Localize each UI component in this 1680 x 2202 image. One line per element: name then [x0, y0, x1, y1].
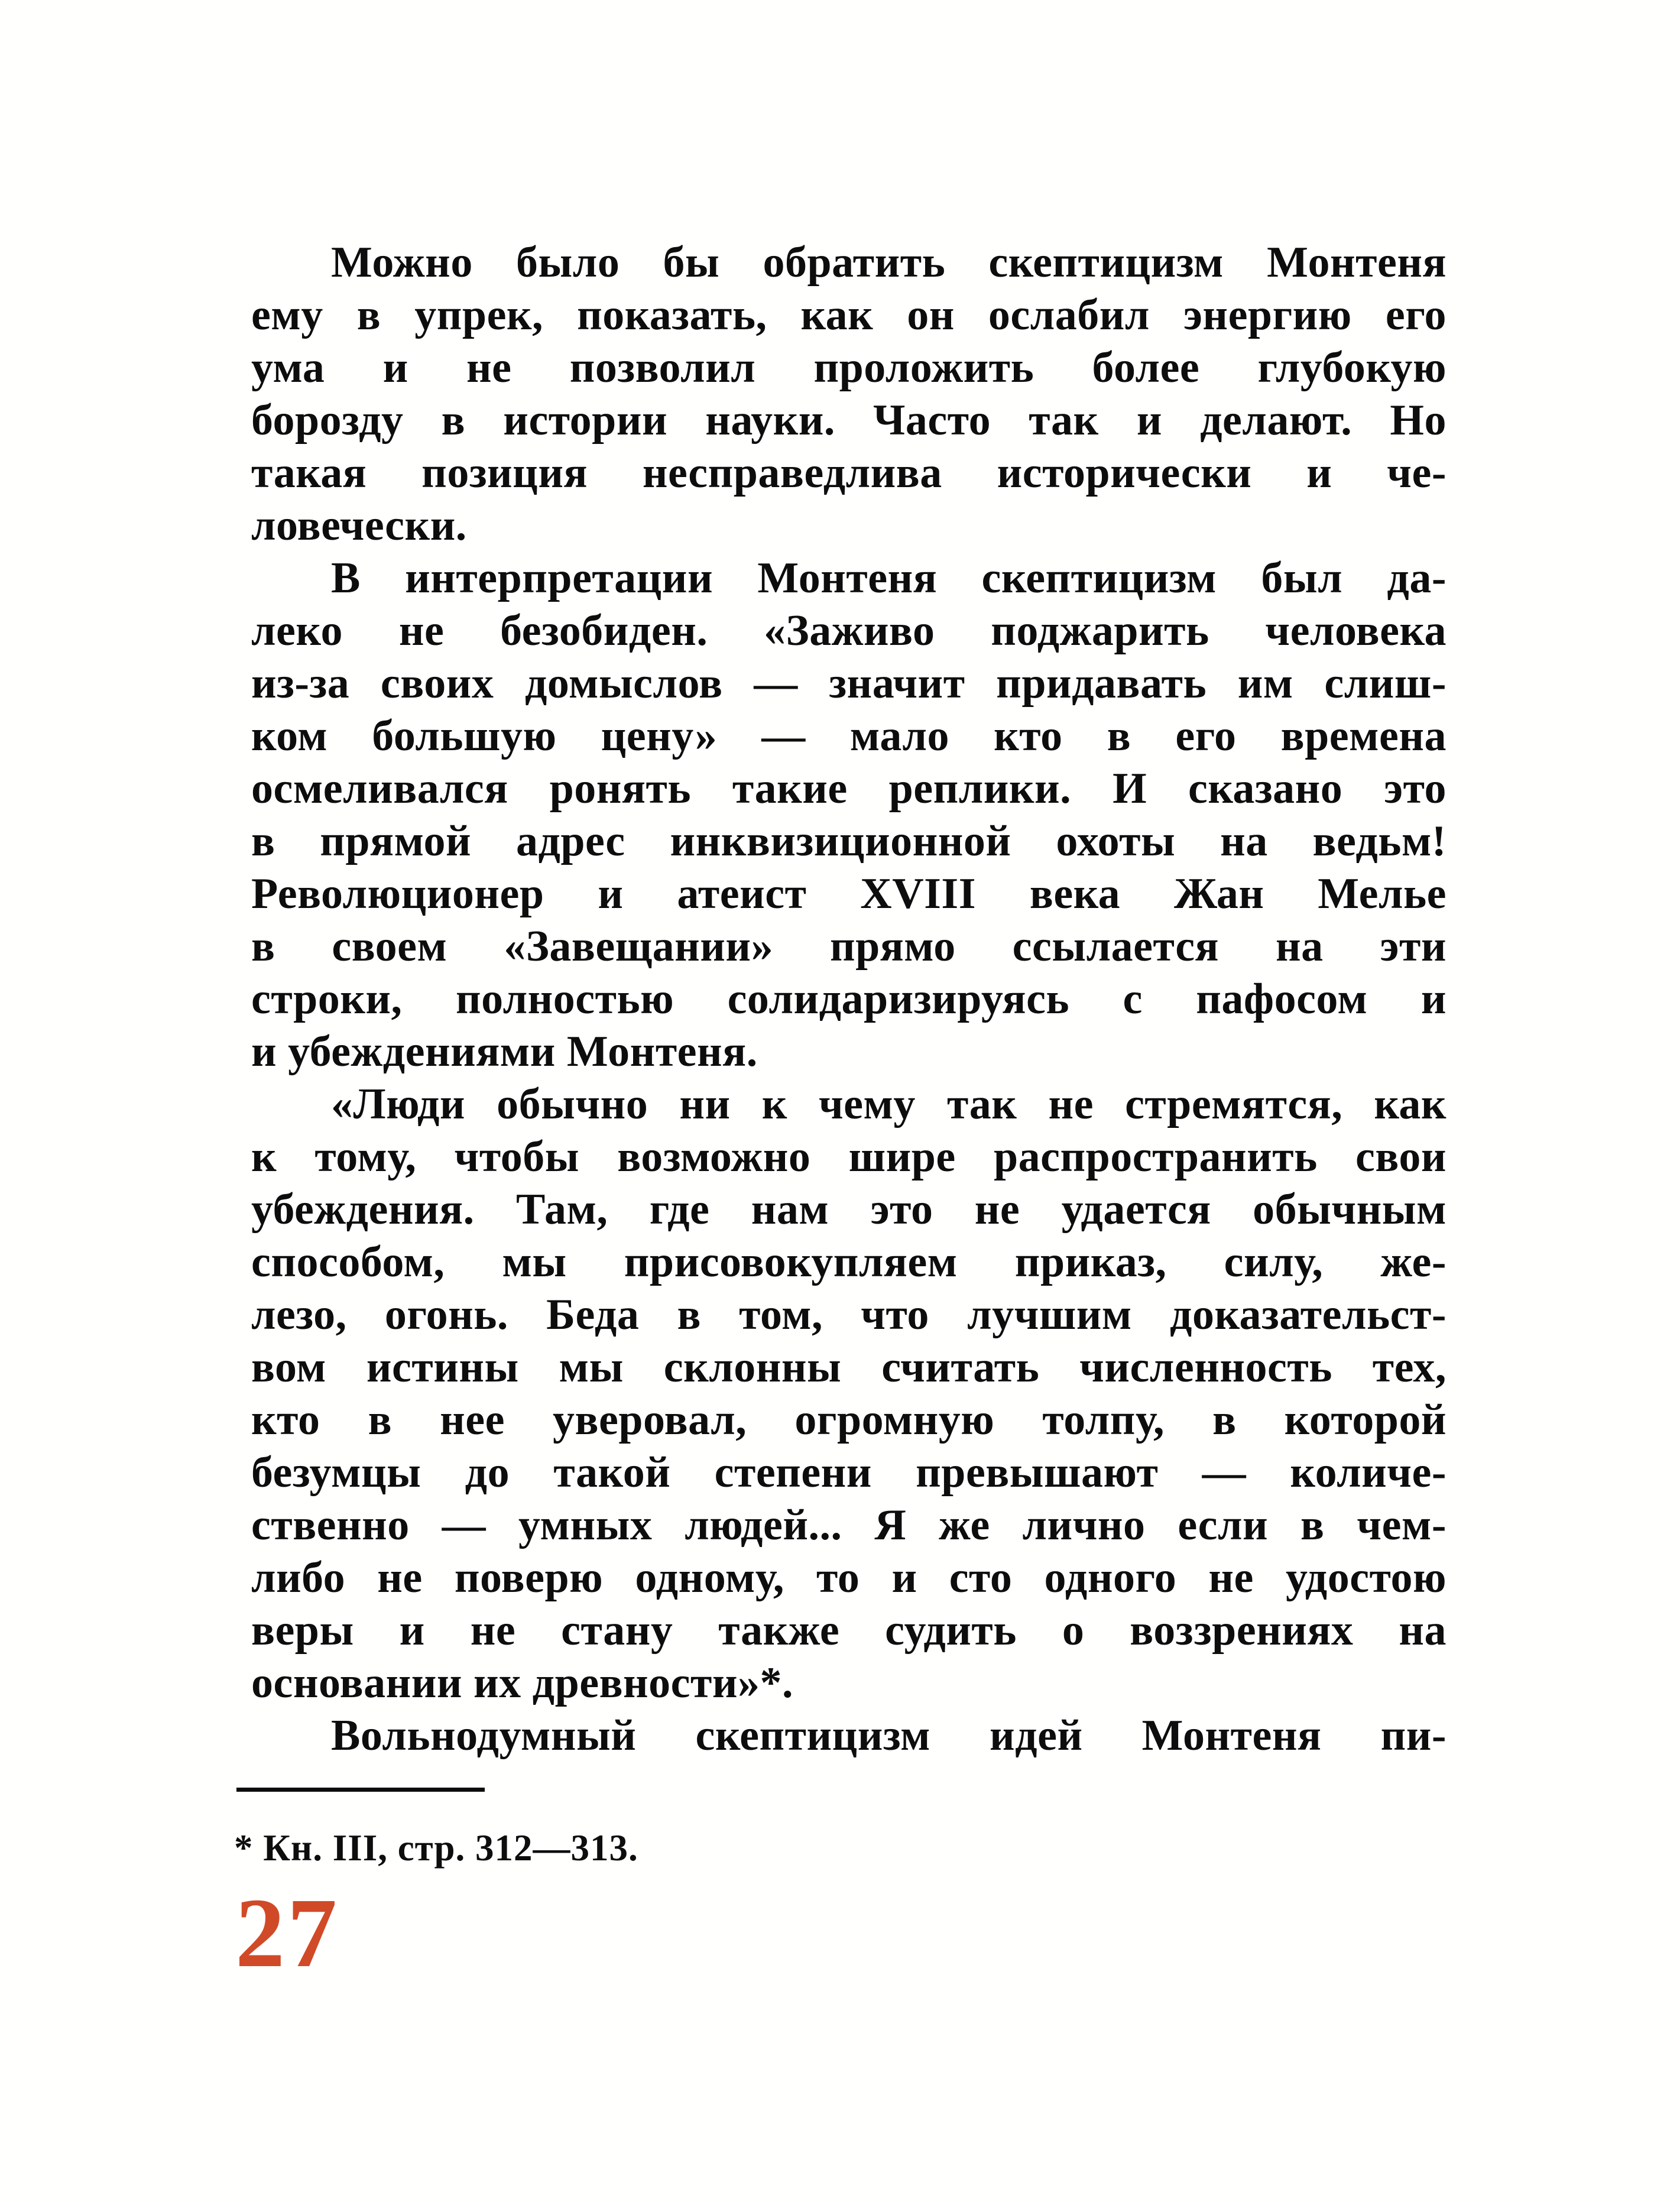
text-line: Вольнодумный скептицизм идей Монтеня пи- — [331, 1711, 1447, 1760]
text-line: в прямой адрес инквизиционной охоты на ведьм! — [251, 817, 1447, 865]
text-line: ственно — умных людей... Я же лично если в чем- — [251, 1501, 1447, 1549]
footnote: * Кн. III, стр. 312—313. — [234, 1827, 638, 1869]
text-line: такая позиция несправедлива исторически и че- — [251, 449, 1447, 497]
text-line: безумцы до такой степени превышают — количе- — [251, 1448, 1447, 1497]
paragraph — [251, 236, 1447, 552]
text-line: и убеждениями Монтеня. — [251, 1027, 758, 1076]
text-line: вом истины мы склонны считать численность тех, — [251, 1343, 1447, 1392]
text-line: в своем «Завещании» прямо ссылается на эти — [251, 922, 1447, 971]
text-line: ума и не позволил проложить более глубокую — [251, 343, 1447, 392]
text-line: ком большую цену» — мало кто в его времена — [251, 712, 1447, 760]
text-line: из-за своих домыслов — значит придавать им слиш- — [251, 659, 1447, 708]
text-line: леко не безобиден. «Заживо поджарить человека — [251, 607, 1447, 655]
text-line: кто в нее уверовал, огромную толпу, в которой — [251, 1396, 1447, 1444]
paragraph — [251, 1710, 1447, 1762]
page-number: 27 — [235, 1878, 339, 1988]
text-line: убеждения. Там, где нам это не удается обычным — [251, 1185, 1447, 1234]
text-line: либо не поверю одному, то и сто одного не удостою — [251, 1554, 1447, 1602]
text-line: Революционер и атеист XVIII века Жан Мелье — [251, 870, 1447, 918]
body-text — [251, 236, 1447, 1762]
text-line: веры и не стану также судить о воззрениях на — [251, 1606, 1447, 1655]
text-line: строки, полностью солидаризируясь с пафосом и — [251, 975, 1447, 1023]
text-line: «Люди обычно ни к чему так не стремятся, как — [331, 1080, 1447, 1128]
text-line: Можно было бы обратить скептицизм Монтеня — [331, 238, 1447, 287]
text-line: к тому, чтобы возможно шире распространить свои — [251, 1133, 1447, 1181]
text-line: ему в упрек, показать, как он ослабил энергию его — [251, 291, 1447, 339]
text-line: В интерпретации Монтеня скептицизм был да- — [331, 554, 1447, 602]
footnote-separator — [236, 1788, 485, 1792]
paragraph — [251, 552, 1447, 1078]
text-line: борозду в истории науки. Часто так и делают. Но — [251, 396, 1447, 445]
text-line: лезо, огонь. Беда в том, что лучшим доказательст- — [251, 1290, 1447, 1339]
text-line: основании их древности»*. — [251, 1659, 794, 1707]
text-line: способом, мы присовокупляем приказ, силу, же- — [251, 1238, 1447, 1286]
paragraph — [251, 1078, 1447, 1710]
text-line: осмеливался ронять такие реплики. И сказано это — [251, 764, 1447, 813]
text-line: ловечески. — [251, 501, 467, 550]
